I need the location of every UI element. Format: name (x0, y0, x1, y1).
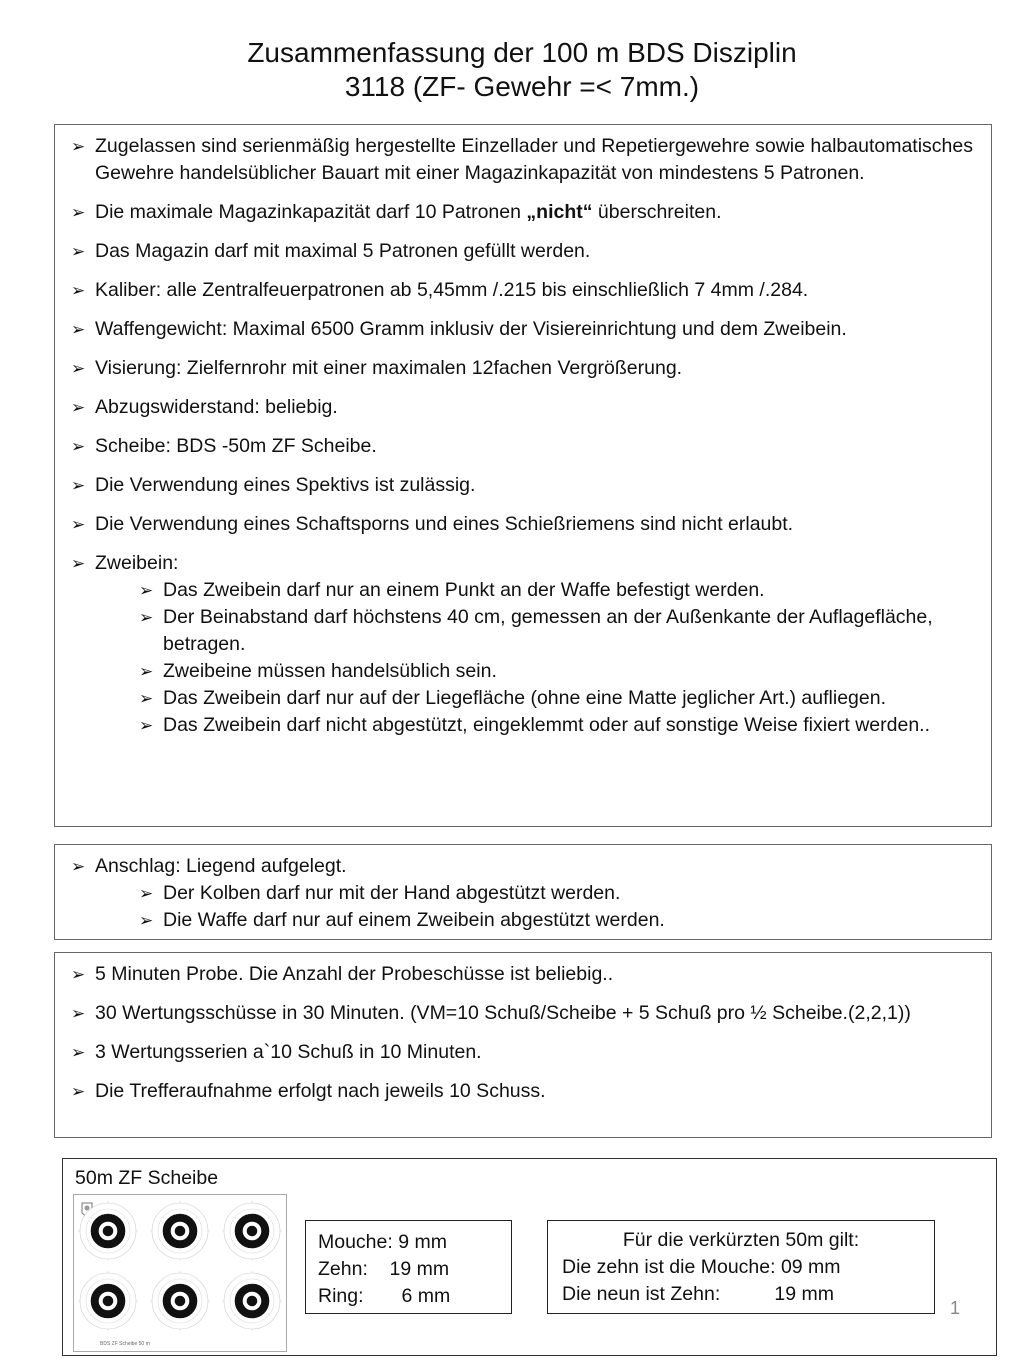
list-item: ➢ Das Magazin darf mit maximal 5 Patronen gefüllt werden. (71, 238, 981, 265)
mouche-row: Mouche: 9 mm (318, 1231, 447, 1253)
sheet-caption: BDS ZF Scheibe 50 m (100, 1341, 150, 1347)
title-line-2: 3118 (ZF- Gewehr =< 7mm.) (344, 71, 700, 102)
target-box (62, 1158, 997, 1356)
list-item: ➢ Die Verwendung eines Spektivs ist zulässig. (71, 472, 981, 499)
shortened-rules-box (547, 1220, 935, 1314)
rules-box (54, 124, 992, 827)
list-item: ➢ Abzugswiderstand: beliebig. (71, 394, 981, 421)
target-ring-icon (222, 1201, 282, 1261)
target-ring-icon (78, 1271, 138, 1331)
title-line-1: Zusammenfassung der 100 m BDS Disziplin (247, 37, 797, 68)
sub-list-item: ➢ Der Beinabstand darf höchstens 40 cm, gemessen an der Außenkante der Auflagefläche, betragen. (71, 604, 981, 658)
ring-row: Ring: 6 mm (318, 1285, 451, 1307)
target-sheet-svg (74, 1195, 286, 1351)
shortened-rule-row: Die zehn ist die Mouche: 09 mm (562, 1256, 841, 1278)
list-item: ➢ Waffengewicht: Maximal 6500 Gramm inklusiv der Visiereinrichtung und dem Zweibein. (71, 316, 981, 343)
list-item: ➢ 3 Wertungsserien a`10 Schuß in 10 Minuten. (71, 1039, 981, 1066)
sub-list-item: ➢ Das Zweibein darf nicht abgestützt, eingeklemmt oder auf sonstige Weise fixiert werden.. (71, 712, 981, 739)
zehn-row: Zehn: 19 mm (318, 1258, 450, 1280)
list-item: ➢ Die Trefferaufnahme erfolgt nach jeweils 10 Schuss. (71, 1078, 981, 1105)
sub-list-item: ➢ Das Zweibein darf nur auf der Liegefläche (ohne eine Matte jeglicher Art.) aufliegen. (71, 685, 981, 712)
stance-box (54, 844, 992, 940)
list-item: ➢ Zugelassen sind serienmäßig hergestellte Einzellader und Repetiergewehre sowie halbautomatisches Gewehre handelsüblicher Bauart mit einer Magazinkapazität von mindestens 5 Patronen. (71, 133, 981, 187)
list-item: ➢ 30 Wertungsschüsse in 30 Minuten. (VM=10 Schuß/Scheibe + 5 Schuß pro ½ Scheibe.(2,2,1)) (71, 1000, 981, 1027)
list-item: ➢ Visierung: Zielfernrohr mit einer maximalen 12fachen Vergrößerung. (71, 355, 981, 382)
target-ring-icon (222, 1271, 282, 1331)
shortened-rule-row: Die neun ist Zehn: 19 mm (562, 1283, 835, 1305)
target-grid (78, 1201, 282, 1331)
sub-list-item: ➢ Das Zweibein darf nur an einem Punkt an der Waffe befestigt werden. (71, 577, 981, 604)
mouche-info-box (305, 1220, 512, 1314)
stance-list (71, 853, 981, 934)
sub-list-item: ➢ Die Waffe darf nur auf einem Zweibein abgestützt werden. (71, 907, 981, 934)
page-number: 1 (949, 1298, 960, 1318)
emphasis-text: „nicht“ (526, 201, 593, 223)
course-of-fire-list (71, 961, 981, 1117)
course-of-fire-box (54, 952, 992, 1138)
list-item: ➢ Anschlag: Liegend aufgelegt. (71, 853, 981, 880)
list-item: ➢ 5 Minuten Probe. Die Anzahl der Probeschüsse ist beliebig.. (71, 961, 981, 988)
list-item: ➢ Scheibe: BDS -50m ZF Scheibe. (71, 433, 981, 460)
list-item: ➢ Die maximale Magazinkapazität darf 10 Patronen „nicht“ überschreiten. (71, 199, 981, 226)
shortened-rules-header: Für die verkürzten 50m gilt: (622, 1229, 860, 1251)
sub-list-item: ➢ Zweibeine müssen handelsüblich sein. (71, 658, 981, 685)
target-ring-icon (150, 1201, 210, 1261)
target-ring-icon (150, 1271, 210, 1331)
rules-list (71, 133, 981, 739)
list-item: ➢ Kaliber: alle Zentralfeuerpatronen ab 5,45mm /.215 bis einschließlich 7 4mm /.284. (71, 277, 981, 304)
page-title (0, 36, 1024, 104)
list-item: ➢ Die Verwendung eines Schaftsporns und eines Schießriemens sind nicht erlaubt. (71, 511, 981, 538)
target-sheet-image (73, 1194, 287, 1352)
sub-list-item: ➢ Der Kolben darf nur mit der Hand abgestützt werden. (71, 880, 981, 907)
target-label: 50m ZF Scheibe (75, 1167, 219, 1189)
list-item: ➢ Zweibein: (71, 550, 981, 577)
